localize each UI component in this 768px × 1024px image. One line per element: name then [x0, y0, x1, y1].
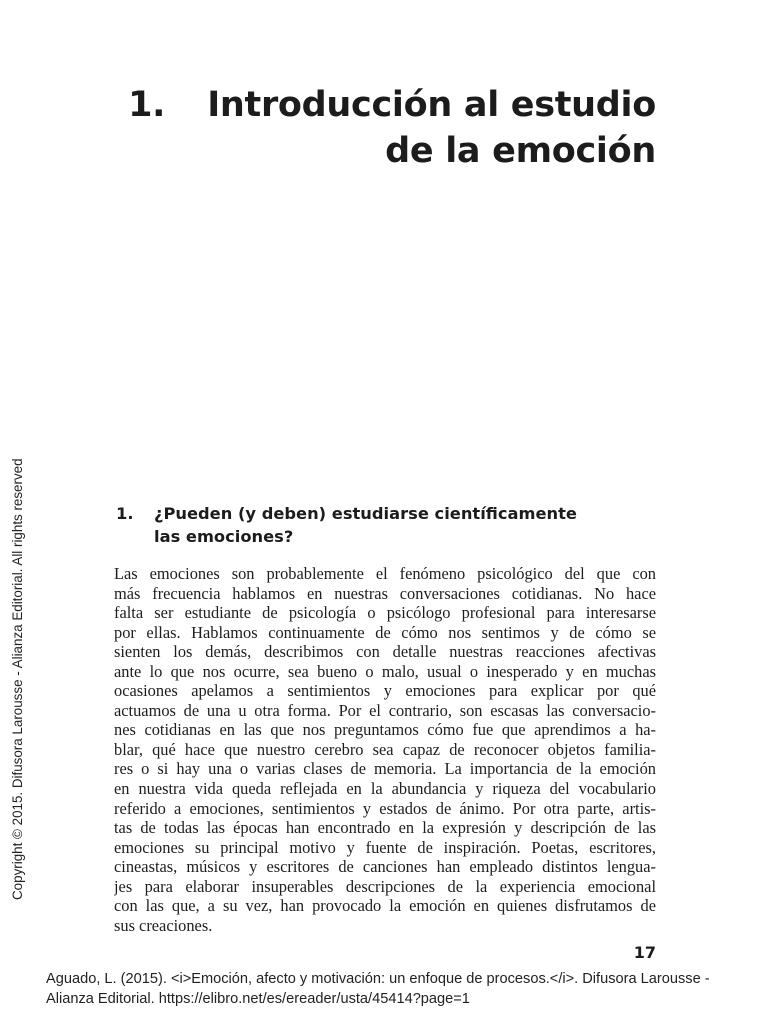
body-line: con las que, a su vez, han provocado la emoción en quienes disfrutamos de: [114, 896, 656, 916]
citation: [46, 969, 758, 1009]
body-line: ante lo que nos ocurre, sea bueno o malo, usual o inesperado y en muchas: [114, 661, 656, 681]
citation-line-1: Aguado, L. (2015). <i>Emoción, afecto y motivación: un enfoque de procesos.</i>. Difusora Larousse -: [46, 971, 710, 987]
body-line: ocasiones apelamos a sentimientos y emociones para explicar por qué: [114, 681, 656, 701]
body-line: sus creaciones.: [114, 915, 213, 935]
body-line: nes cotidianas en las que nos preguntamos cómo fue que aprendimos a ha-: [114, 720, 656, 740]
citation-line-2[interactable]: Alianza Editorial. https://elibro.net/es/ereader/usta/45414?page=1: [46, 991, 470, 1007]
body-line: emociones su principal motivo y fuente de inspiración. Poetas, escritores,: [114, 837, 656, 857]
copyright-notice: Copyright © 2015. Difusora Larousse - Alianza Editorial. All rights reserved: [10, 458, 25, 900]
body-line: Las emociones son probablemente el fenómeno psicológico del que con: [114, 564, 656, 583]
chapter-title-line-1: [96, 82, 656, 128]
body-line: en nuestra vida queda reflejada en la abundancia y riqueza del vocabulario: [114, 779, 656, 799]
page-number: 17: [633, 943, 656, 962]
chapter-number: 1.: [128, 85, 166, 125]
body-line: por ellas. Hablamos continuamente de cómo nos sentimos y de cómo se: [114, 622, 656, 642]
body-line: blar, qué hace que nuestro cerebro sea capaz de reconocer objetos familia-: [114, 739, 656, 759]
body-paragraph: [114, 564, 656, 935]
section-heading: [116, 502, 636, 548]
section-number: 1.: [116, 504, 134, 523]
body-line: tas de todas las épocas han encontrado en la expresión y descripción de las: [114, 818, 656, 838]
chapter-title: [96, 82, 656, 174]
section-title-line-2: las emociones?: [154, 527, 294, 546]
body-line: actuamos de una u otra forma. Por el contrario, son escasas las conversacio-: [114, 700, 656, 720]
chapter-title-text-1: Introducción al estudio: [207, 85, 656, 125]
body-line: sienten los demás, describimos con detalle nuestras reacciones afectivas: [114, 642, 656, 662]
body-line: más frecuencia hablamos en nuestras conversaciones cotidianas. No hace: [114, 583, 656, 603]
body-line: falta ser estudiante de psicología o psicólogo profesional para interesarse: [114, 603, 656, 623]
body-line: cineastas, músicos y escritores de canciones han empleado distintos lengua-: [114, 857, 656, 877]
body-line: referido a emociones, sentimientos y estados de ánimo. Por otra parte, artis-: [114, 798, 656, 818]
body-line: res o si hay una o varias clases de memoria. La importancia de la emoción: [114, 759, 656, 779]
section-title-line-1: ¿Pueden (y deben) estudiarse científicamente: [154, 504, 577, 523]
chapter-title-line-2: de la emoción: [385, 131, 656, 171]
body-line: jes para elaborar insuperables descripciones de la experiencia emocional: [114, 876, 656, 896]
